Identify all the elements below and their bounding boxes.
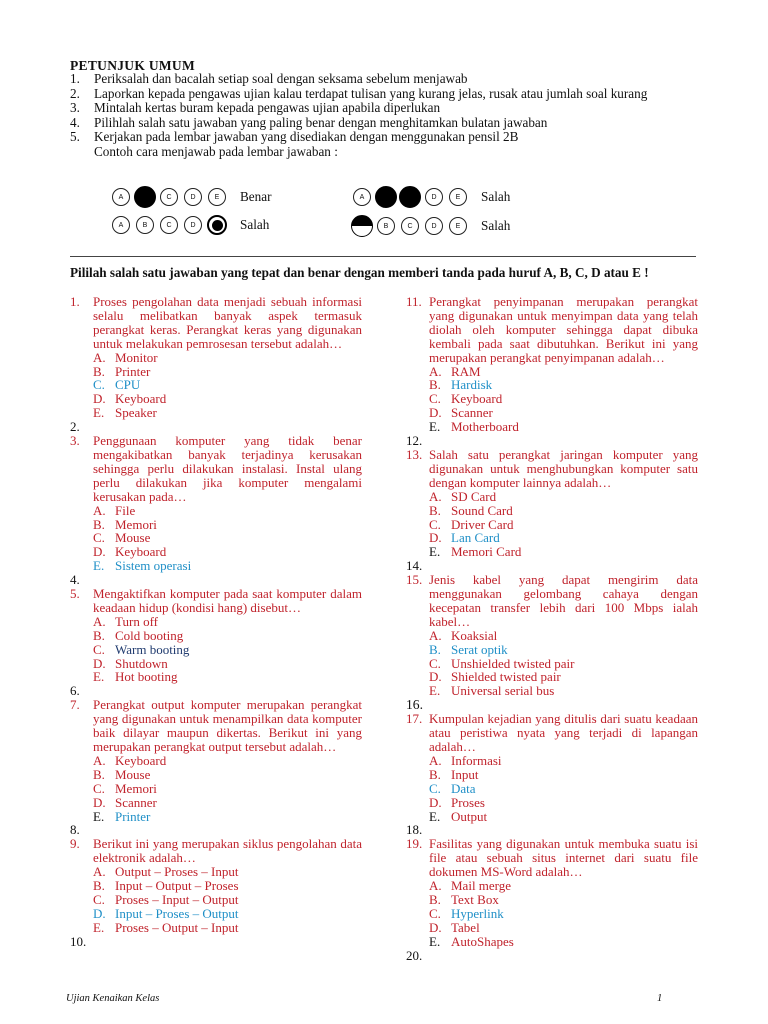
question xyxy=(406,823,698,837)
option-text: Informasi xyxy=(451,752,502,768)
question-text: Salah satu perangkat jaringan komputer yang digunakan untuk menghubungkan komputer satu dengan komputer lainnya adalah… xyxy=(429,446,698,490)
option-text: Scanner xyxy=(451,405,493,421)
option-text: Keyboard xyxy=(451,391,503,407)
answer-bubble: D xyxy=(425,188,443,206)
question xyxy=(406,698,698,712)
question-number: 1. xyxy=(70,294,80,309)
footer-title: Ujian Kenaikan Kelas xyxy=(66,993,160,1004)
option-text: Mail merge xyxy=(451,878,512,894)
answer-option xyxy=(406,657,698,671)
option-letter: A. xyxy=(93,752,106,768)
option-letter: C. xyxy=(429,780,441,796)
instruction-number: 5. xyxy=(70,129,80,145)
question xyxy=(406,573,698,629)
option-text: Cold booting xyxy=(115,627,184,643)
answer-option-key xyxy=(70,643,362,657)
answer-option xyxy=(406,684,698,698)
answer-option-key xyxy=(70,378,362,392)
option-text: AutoShapes xyxy=(451,933,514,949)
example-verdict: Salah xyxy=(481,218,511,233)
option-letter: D. xyxy=(93,544,106,560)
option-text: Proses – Output – Input xyxy=(115,919,239,935)
answer-option-key xyxy=(70,907,362,921)
answer-option xyxy=(70,531,362,545)
question xyxy=(70,573,362,587)
question-number: 20. xyxy=(406,947,423,963)
option-letter: A. xyxy=(429,878,442,894)
question-number: 19. xyxy=(406,836,423,852)
example-correct xyxy=(112,186,272,208)
option-text: Hardisk xyxy=(451,377,493,393)
question xyxy=(70,587,362,615)
option-text: Motherboard xyxy=(451,419,519,435)
answer-option xyxy=(70,796,362,810)
option-letter: D. xyxy=(429,794,442,810)
question xyxy=(70,698,362,754)
answer-bubble-filled xyxy=(375,186,397,208)
option-letter: B. xyxy=(429,502,441,518)
question-number: 14. xyxy=(406,558,423,574)
question-text: Jenis kabel yang dapat mengirim data menggunakan gelombang cahaya dengan kecepatan transfer lebih dari 100 Mbps ialah kabel… xyxy=(429,572,698,629)
answer-option xyxy=(406,629,698,643)
question-text: Penggunaan komputer yang tidak benar mengakibatkan banyak terjadinya kerusakan sehingga perlu dilakukan instalasi. Instal ulang perlu dilakukan jika komputer mengalami kerusakan pada… xyxy=(93,433,362,504)
answer-bubble: A xyxy=(112,188,130,206)
option-letter: A. xyxy=(93,864,106,880)
answer-option xyxy=(70,657,362,671)
answer-option xyxy=(406,893,698,907)
option-text: Unshielded twisted pair xyxy=(451,655,575,671)
answer-option xyxy=(406,420,698,434)
example-label: Contoh cara menjawab pada lembar jawaban : xyxy=(94,143,338,159)
option-letter: B. xyxy=(93,516,105,532)
question-text: Kumpulan kejadian yang ditulis dari suatu keadaan atau peristiwa nyata yang terjadi di lapangan adalah… xyxy=(429,711,698,754)
question-number: 8. xyxy=(70,822,80,838)
question-number: 10. xyxy=(70,933,87,949)
question-text: Berikut ini yang merupakan siklus pengolahan data elektronik adalah… xyxy=(93,836,362,866)
answer-option xyxy=(406,392,698,406)
answer-option xyxy=(70,365,362,379)
option-letter: A. xyxy=(429,363,442,379)
question-number: 5. xyxy=(70,586,80,602)
option-letter: B. xyxy=(93,766,105,782)
option-letter: C. xyxy=(429,391,441,407)
answer-option-key xyxy=(70,810,362,824)
option-text: Universal serial bus xyxy=(451,683,555,699)
option-text: Sound Card xyxy=(451,502,513,518)
answer-option-key xyxy=(406,782,698,796)
option-letter: C. xyxy=(429,516,441,532)
answer-bubble: B xyxy=(136,216,154,234)
option-letter: B. xyxy=(429,766,441,782)
option-text: Proses xyxy=(451,794,485,810)
answer-option xyxy=(70,545,362,559)
question xyxy=(406,837,698,879)
answer-bubble: D xyxy=(184,216,202,234)
question-text: Mengaktifkan komputer pada saat komputer dalam keadaan hidup (kondisi hang) disebut… xyxy=(93,586,362,615)
option-text: Memori xyxy=(115,516,157,532)
answer-option xyxy=(406,879,698,893)
option-letter: B. xyxy=(429,641,441,657)
option-letter: C. xyxy=(93,377,105,393)
option-letter: C. xyxy=(93,891,105,907)
option-letter: B. xyxy=(429,891,441,907)
answer-option xyxy=(70,754,362,768)
option-text: Monitor xyxy=(115,349,158,365)
question-number: 9. xyxy=(70,836,80,852)
example-wrong-double xyxy=(353,186,510,208)
option-text: Mouse xyxy=(115,530,151,546)
question xyxy=(406,712,698,754)
answer-option xyxy=(406,406,698,420)
question-number: 15. xyxy=(406,572,423,588)
answer-bubble-filled xyxy=(399,186,421,208)
question-column-right xyxy=(406,295,698,963)
answer-option xyxy=(406,768,698,782)
option-text: Input xyxy=(451,766,479,782)
option-letter: A. xyxy=(93,502,106,518)
question-number: 12. xyxy=(406,433,423,449)
answer-bubble: A xyxy=(112,216,130,234)
page-number: 1 xyxy=(657,993,663,1004)
option-text: RAM xyxy=(451,363,481,379)
question-number: 11. xyxy=(406,294,422,309)
option-letter: E. xyxy=(93,558,105,574)
question-number: 16. xyxy=(406,697,423,713)
question-text: Fasilitas yang digunakan untuk membuka suatu isi file atau sebuah situs internet dari suatu file dokumen MS-Word adalah… xyxy=(429,836,698,880)
answer-option-key xyxy=(70,559,362,573)
answer-option xyxy=(406,810,698,824)
answer-option-key xyxy=(406,378,698,392)
option-letter: D. xyxy=(429,669,442,685)
question-number: 2. xyxy=(70,419,80,435)
instruction-item xyxy=(70,72,696,87)
question xyxy=(70,295,362,351)
option-text: Keyboard xyxy=(115,391,167,407)
instruction-text: Periksalah dan bacalah setiap soal dengan seksama sebelum menjawab xyxy=(94,71,468,86)
option-letter: E. xyxy=(93,919,105,935)
option-letter: A. xyxy=(429,752,442,768)
answer-option xyxy=(70,782,362,796)
option-text: Speaker xyxy=(115,405,157,421)
question xyxy=(406,559,698,573)
option-letter: A. xyxy=(429,488,442,504)
option-text: Sistem operasi xyxy=(115,558,192,574)
option-letter: D. xyxy=(429,919,442,935)
answer-bubble-ringed xyxy=(207,215,227,235)
answer-option xyxy=(70,879,362,893)
option-text: CPU xyxy=(115,377,141,393)
answer-bubble: E xyxy=(449,217,467,235)
section-divider xyxy=(70,256,696,257)
answer-bubble: A xyxy=(353,188,371,206)
option-text: Shielded twisted pair xyxy=(451,669,561,685)
answer-option xyxy=(406,754,698,768)
instruction-text: Laporkan kepada pengawas ujian kalau terdapat tulisan yang kurang jelas, rusak atau jumlah soal kurang xyxy=(94,85,648,101)
answer-bubble-half-filled xyxy=(351,215,373,237)
instruction-item xyxy=(70,87,696,102)
option-letter: C. xyxy=(429,655,441,671)
question-number: 17. xyxy=(406,711,423,727)
instruction-item xyxy=(70,116,696,131)
answer-option xyxy=(70,615,362,629)
answer-bubble: D xyxy=(184,188,202,206)
option-letter: E. xyxy=(93,669,105,685)
answer-bubble: C xyxy=(401,217,419,235)
option-letter: C. xyxy=(93,530,105,546)
option-text: Output xyxy=(451,808,488,824)
answer-bubble: E xyxy=(449,188,467,206)
option-text: Serat optik xyxy=(451,641,508,657)
question-number: 7. xyxy=(70,697,80,713)
option-letter: C. xyxy=(93,780,105,796)
option-letter: B. xyxy=(429,377,441,393)
option-text: Keyboard xyxy=(115,752,167,768)
option-letter: E. xyxy=(429,544,441,560)
answer-bubble: C xyxy=(160,216,178,234)
answer-option xyxy=(406,504,698,518)
option-text: SD Card xyxy=(451,488,497,504)
question xyxy=(406,295,698,365)
option-letter: A. xyxy=(93,349,106,365)
instruction-text: Pilihlah salah satu jawaban yang paling benar dengan menghitamkan bulatan jawaban xyxy=(94,114,548,130)
instruction-text: Kerjakan pada lembar jawaban yang disediakan dengan menggunakan pensil 2B xyxy=(94,129,519,145)
option-text: Hot booting xyxy=(115,669,178,685)
option-letter: D. xyxy=(93,391,106,407)
option-text: Mouse xyxy=(115,766,151,782)
answer-option xyxy=(70,893,362,907)
answer-option xyxy=(70,518,362,532)
option-letter: D. xyxy=(93,655,106,671)
page-heading: PETUNJUK UMUM xyxy=(70,58,196,73)
option-text: Output – Proses – Input xyxy=(115,864,239,880)
option-letter: E. xyxy=(429,933,441,949)
answer-bubble: E xyxy=(208,188,226,206)
answer-option xyxy=(70,504,362,518)
question xyxy=(70,434,362,504)
question-column-left xyxy=(70,295,362,949)
question xyxy=(406,448,698,490)
option-letter: D. xyxy=(93,794,106,810)
example-wrong-ring xyxy=(112,215,269,235)
answer-option xyxy=(406,921,698,935)
option-text: Text Box xyxy=(451,891,499,907)
answer-option xyxy=(70,392,362,406)
answer-option xyxy=(406,670,698,684)
option-text: Scanner xyxy=(115,794,157,810)
answer-option xyxy=(70,865,362,879)
option-text: Hyperlink xyxy=(451,905,504,921)
instruction-number: 4. xyxy=(70,114,80,130)
question xyxy=(70,684,362,698)
example-verdict: Salah xyxy=(240,217,270,232)
option-letter: D. xyxy=(93,905,106,921)
option-letter: A. xyxy=(429,627,442,643)
answer-option-key xyxy=(406,531,698,545)
option-text: Koaksial xyxy=(451,627,498,643)
instruction-number: 2. xyxy=(70,85,80,101)
answer-option xyxy=(70,351,362,365)
option-text: Printer xyxy=(115,808,151,824)
answer-bubble: B xyxy=(377,217,395,235)
option-letter: C. xyxy=(93,641,105,657)
answer-option xyxy=(70,629,362,643)
instruction-number: 3. xyxy=(70,100,80,116)
answer-directive: Pililah salah satu jawaban yang tepat dan benar dengan memberi tanda pada huruf A, B, C, D atau E ! xyxy=(70,265,649,280)
question xyxy=(70,420,362,434)
answer-option xyxy=(70,921,362,935)
option-text: Input – Proses – Output xyxy=(115,905,239,921)
option-letter: E. xyxy=(429,808,441,824)
option-text: File xyxy=(115,502,136,518)
answer-option-key xyxy=(406,907,698,921)
answer-option-key xyxy=(406,643,698,657)
option-text: Keyboard xyxy=(115,544,167,560)
example-wrong-half xyxy=(353,215,510,237)
question-text: Perangkat output komputer merupakan perangkat yang digunakan untuk menampilkan data komputer baik dilayar maupun dikertas. Berikut ini yang merupakan perangkat output tersebut adalah… xyxy=(93,697,362,754)
instruction-item xyxy=(70,101,696,116)
option-text: Input – Output – Proses xyxy=(115,878,239,894)
question-text: Perangkat penyimpanan merupakan perangkat yang digunakan untuk menyimpan data yang telah diolah oleh komputer sehingga dapat dibuka kembali pada saat dibutuhkan. Berikut ini yang merupakan perangkat penyimpanan adalah… xyxy=(429,294,698,365)
option-text: Shutdown xyxy=(115,655,168,671)
question xyxy=(406,434,698,448)
option-letter: B. xyxy=(93,627,105,643)
option-letter: A. xyxy=(93,613,106,629)
instruction-text: Mintalah kertas buram kepada pengawas ujian apabila diperlukan xyxy=(94,100,441,116)
question-number: 13. xyxy=(406,446,423,462)
answer-option xyxy=(70,768,362,782)
question-number: 3. xyxy=(70,433,80,449)
option-text: Printer xyxy=(115,363,151,379)
option-text: Proses – Input – Output xyxy=(115,891,239,907)
answer-option xyxy=(406,796,698,810)
answer-option xyxy=(70,670,362,684)
option-text: Memori xyxy=(115,780,157,796)
answer-bubble-filled xyxy=(134,186,156,208)
answer-option xyxy=(406,545,698,559)
question-number: 6. xyxy=(70,683,80,699)
answer-option xyxy=(406,490,698,504)
option-text: Memori Card xyxy=(451,544,522,560)
question-text: Proses pengolahan data menjadi sebuah informasi selalu melibatkan banyak aspek termasuk perangkat keras. Perangkat keras yang digunakan untuk melakukan pemrosesan tersebut adalah… xyxy=(93,294,362,351)
option-letter: B. xyxy=(93,878,105,894)
instruction-number: 1. xyxy=(70,71,80,86)
option-letter: E. xyxy=(93,808,105,824)
question xyxy=(406,949,698,963)
question xyxy=(70,837,362,865)
option-letter: C. xyxy=(429,905,441,921)
question xyxy=(70,935,362,949)
option-text: Tabel xyxy=(451,919,480,935)
option-letter: E. xyxy=(429,683,441,699)
option-text: Data xyxy=(451,780,476,796)
question xyxy=(70,823,362,837)
question-number: 4. xyxy=(70,572,80,588)
option-letter: D. xyxy=(429,405,442,421)
option-letter: E. xyxy=(93,405,105,421)
answer-bubble: C xyxy=(160,188,178,206)
example-verdict: Salah xyxy=(481,189,511,204)
answer-option xyxy=(406,935,698,949)
instruction-item xyxy=(70,130,696,145)
option-text: Driver Card xyxy=(451,516,514,532)
option-text: Warm booting xyxy=(115,641,190,657)
instruction-list xyxy=(70,72,696,160)
option-letter: D. xyxy=(429,530,442,546)
answer-option xyxy=(406,518,698,532)
answer-bubble: D xyxy=(425,217,443,235)
question-number: 18. xyxy=(406,822,423,838)
option-text: Lan Card xyxy=(451,530,500,546)
option-text: Turn off xyxy=(115,613,158,629)
answer-option xyxy=(70,406,362,420)
answer-option xyxy=(406,365,698,379)
option-letter: B. xyxy=(93,363,105,379)
example-verdict: Benar xyxy=(240,189,272,204)
option-letter: E. xyxy=(429,419,441,435)
